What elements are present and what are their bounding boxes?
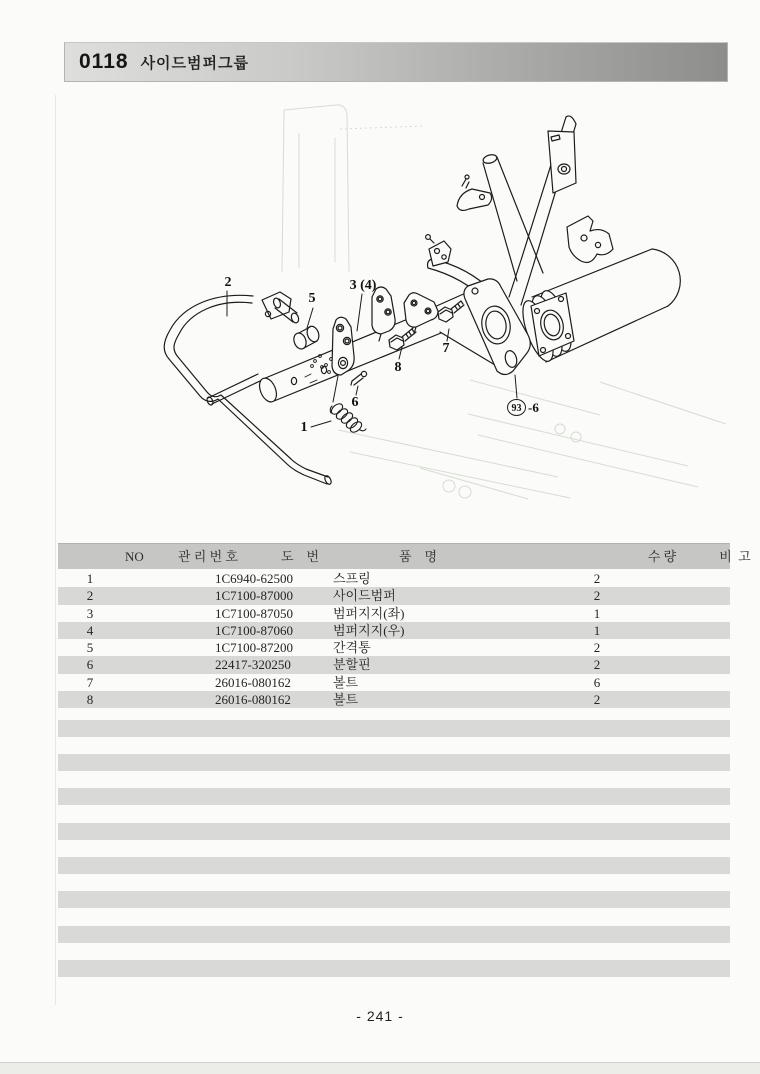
table-row: [58, 605, 730, 622]
cell-no: 6: [86, 657, 94, 673]
table-row: [58, 691, 730, 708]
empty-row-stripe: [58, 788, 730, 805]
section-code: 0118: [79, 50, 129, 73]
col-header-name: 품 명: [398, 549, 438, 564]
page-ref-suffix: -6: [528, 400, 539, 415]
empty-row-stripe: [58, 926, 730, 943]
cell-name: 범퍼지지(좌): [333, 605, 405, 621]
callout-label-3-4: 3 (4): [349, 278, 377, 293]
callout-label-1: 1: [300, 420, 308, 435]
cell-no: 5: [86, 640, 94, 655]
cell-name: 사이드범퍼: [333, 588, 396, 604]
empty-row-stripe: [58, 754, 730, 771]
callout-label-7: 7: [442, 341, 450, 356]
cell-name: 분할핀: [333, 657, 371, 673]
section-title: 사이드범퍼그룹: [140, 54, 249, 72]
callout-label-2: 2: [224, 275, 232, 290]
table-row: [58, 674, 730, 691]
empty-row-stripe: [58, 891, 730, 908]
empty-row-stripe: [58, 823, 730, 840]
cell-drawing: 22417-320250: [215, 657, 291, 673]
cell-qty: 1: [593, 622, 601, 638]
exploded-parts-diagram: [0, 0, 760, 520]
cell-name: 범퍼지지(우): [333, 622, 405, 638]
cell-no: 1: [86, 571, 94, 586]
cell-drawing: 1C7100-87000: [215, 588, 293, 604]
cell-no: 3: [86, 605, 94, 621]
callout-label-6: 6: [351, 395, 359, 410]
empty-row-stripe: [58, 857, 730, 874]
cell-qty: 2: [593, 657, 601, 673]
table-row: [58, 622, 730, 639]
cell-name: 볼트: [333, 691, 359, 707]
col-header-mgmt: 관 리 번 호: [178, 549, 238, 564]
cell-qty: 2: [593, 571, 601, 586]
page-bottom-edge: [0, 1063, 760, 1074]
cell-qty: 2: [593, 588, 601, 604]
page-ref-circle: 93: [507, 399, 526, 416]
cell-qty: 1: [593, 605, 601, 621]
cell-no: 8: [86, 691, 94, 707]
cell-qty: 2: [593, 640, 601, 655]
cell-drawing: 1C6940-62500: [215, 571, 293, 586]
cell-qty: 2: [593, 691, 601, 707]
table-row: [58, 570, 730, 587]
cell-name: 볼트: [333, 674, 359, 690]
col-header-remarks: 비 고: [719, 549, 751, 564]
col-header-no: NO: [125, 549, 144, 564]
callout-label-5: 5: [308, 291, 316, 306]
empty-row-stripe: [58, 720, 730, 737]
table-row: [58, 587, 730, 604]
table-row: [58, 639, 730, 656]
col-header-drawing: 도 번: [280, 549, 320, 564]
page-number: - 241 -: [356, 1008, 404, 1024]
cell-no: 7: [86, 674, 94, 690]
empty-row-stripe: [58, 960, 730, 977]
parts-table: [58, 570, 730, 708]
parts-table-header: [58, 543, 751, 569]
cell-no: 2: [86, 588, 94, 604]
cell-drawing: 26016-080162: [215, 674, 291, 690]
cell-qty: 6: [593, 674, 601, 690]
diagram-linework: [0, 0, 760, 520]
callout-label-8: 8: [394, 360, 402, 375]
cell-drawing: 26016-080162: [215, 691, 291, 707]
cell-drawing: 1C7100-87060: [215, 622, 293, 638]
col-header-qty: 수 량: [647, 549, 677, 564]
cell-drawing: 1C7100-87200: [215, 640, 293, 655]
cell-name: 간격통: [333, 640, 371, 655]
cell-drawing: 1C7100-87050: [215, 605, 293, 621]
cell-no: 4: [86, 622, 94, 638]
table-row: [58, 656, 730, 673]
cell-name: 스프링: [333, 571, 371, 586]
